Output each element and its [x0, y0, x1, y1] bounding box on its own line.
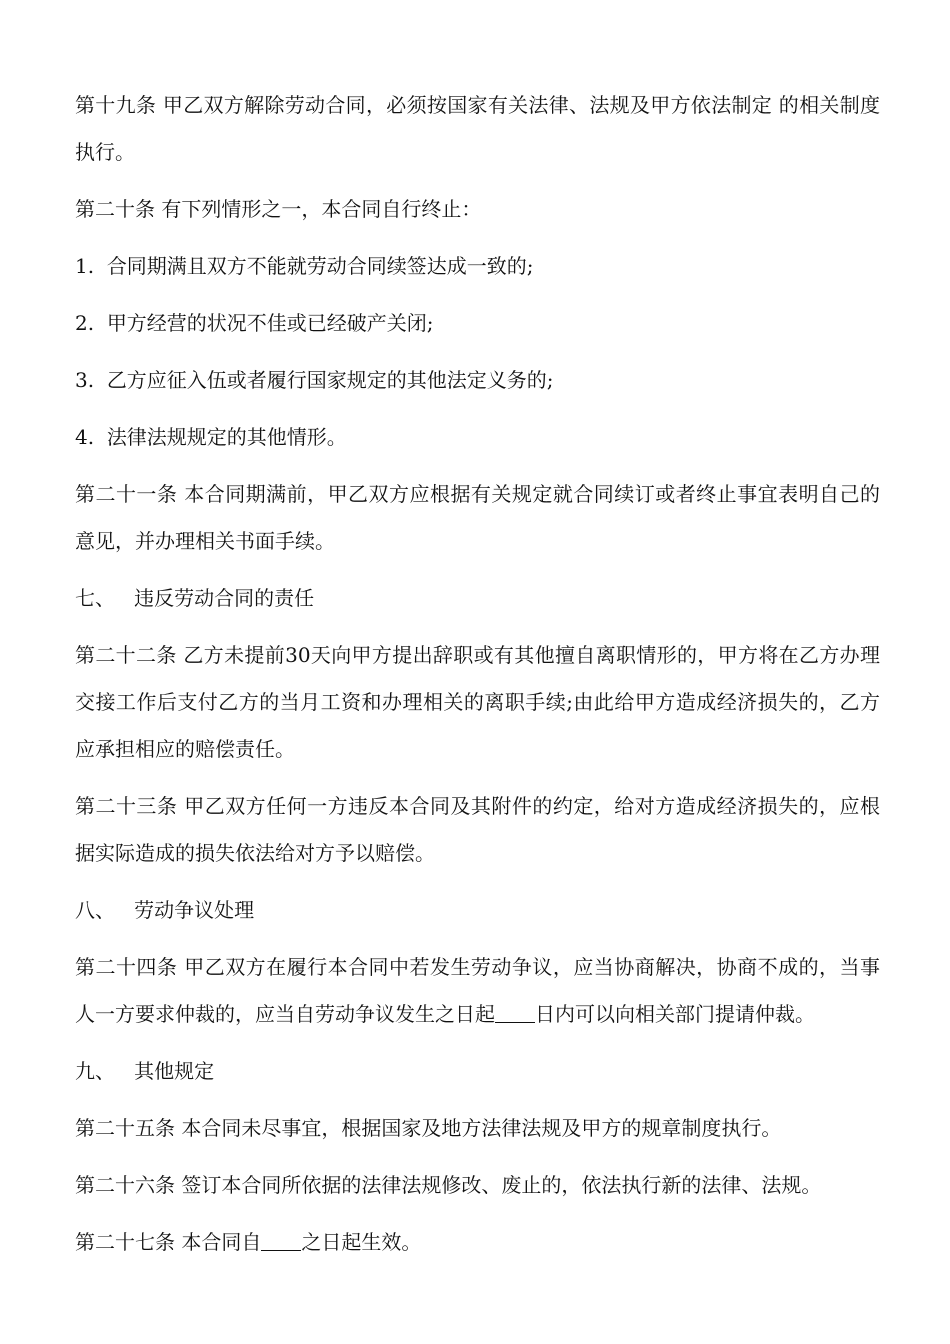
- article-27: [75, 1219, 880, 1266]
- article-text: 甲乙双方在履行本合同中若发生劳动争议，应当协商解决，协商不成的，当事人一方要求仲裁的，应当自劳动争议发生之日起: [75, 955, 881, 1026]
- article-19: [75, 82, 880, 176]
- article-26: [75, 1162, 880, 1209]
- article-text-continued: 之日起生效。: [301, 1230, 422, 1254]
- list-text: 甲方经营的状况不佳或已经破产关闭;: [106, 311, 434, 335]
- article-22: [75, 632, 880, 773]
- article-label: 第二十一条: [75, 482, 178, 506]
- article-text: 本合同未尽事宜，根据国家及地方法律法规及甲方的规章制度执行。: [181, 1116, 782, 1140]
- section-heading-7: [75, 575, 880, 622]
- list-text: 合同期满且双方不能就劳动合同续签达成一致的;: [106, 254, 534, 278]
- section-title: 违反劳动合同的责任: [134, 586, 315, 610]
- contract-page: [75, 82, 880, 1276]
- article-21: [75, 471, 880, 565]
- list-number: 2.: [75, 311, 95, 335]
- article-text: 本合同期满前，甲乙双方应根据有关规定就合同续订或者终止事宜表明自己的意见，并办理相关书面手续。: [75, 482, 881, 553]
- article-label: 第二十四条: [75, 955, 178, 979]
- article-text: 乙方未提前30天向甲方提出辞职或有其他擅自离职情形的，甲方将在乙方办理交接工作后支付乙方的当月工资和办理相关的离职手续;由此给甲方造成经济损失的，乙方应承担相应的赔偿责任。: [75, 643, 881, 761]
- article-label: 第二十三条: [75, 794, 178, 818]
- section-number: 八、: [75, 898, 115, 922]
- list-item-4: [75, 414, 880, 461]
- article-label: 第二十五条: [75, 1116, 175, 1140]
- article-label: 第二十六条: [75, 1173, 175, 1197]
- list-item-1: [75, 243, 880, 290]
- list-number: 4.: [75, 425, 95, 449]
- section-number: 九、: [75, 1059, 115, 1083]
- section-title: 劳动争议处理: [134, 898, 255, 922]
- article-20: [75, 186, 880, 233]
- section-number: 七、: [75, 586, 115, 610]
- article-text: 甲乙双方解除劳动合同，必须按国家有关法律、法规及甲方依法制定 的相关制度执行。: [75, 93, 881, 164]
- fill-in-blank: [261, 1232, 301, 1251]
- list-number: 1.: [75, 254, 95, 278]
- list-text: 乙方应征入伍或者履行国家规定的其他法定义务的;: [106, 368, 554, 392]
- section-heading-8: [75, 887, 880, 934]
- fill-in-blank: [495, 1004, 535, 1023]
- article-text-continued: 日内可以向相关部门提请仲裁。: [535, 1002, 815, 1026]
- article-text: 甲乙双方任何一方违反本合同及其附件的约定，给对方造成经济损失的，应根据实际造成的损失依法给对方予以赔偿。: [75, 794, 881, 865]
- list-text: 法律法规规定的其他情形。: [106, 425, 347, 449]
- list-number: 3.: [75, 368, 95, 392]
- section-heading-9: [75, 1048, 880, 1095]
- article-24: [75, 944, 880, 1038]
- article-23: [75, 783, 880, 877]
- section-title: 其他规定: [134, 1059, 215, 1083]
- article-text: 有下列情形之一，本合同自行终止：: [161, 197, 482, 221]
- article-label: 第二十七条: [75, 1230, 175, 1254]
- list-item-2: [75, 300, 880, 347]
- article-25: [75, 1105, 880, 1152]
- article-label: 第十九条: [75, 93, 157, 117]
- article-text: 签订本合同所依据的法律法规修改、废止的，依法执行新的法律、法规。: [181, 1173, 822, 1197]
- article-label: 第二十二条: [75, 643, 177, 667]
- article-text: 本合同自: [181, 1230, 262, 1254]
- list-item-3: [75, 357, 880, 404]
- article-label: 第二十条: [75, 197, 155, 221]
